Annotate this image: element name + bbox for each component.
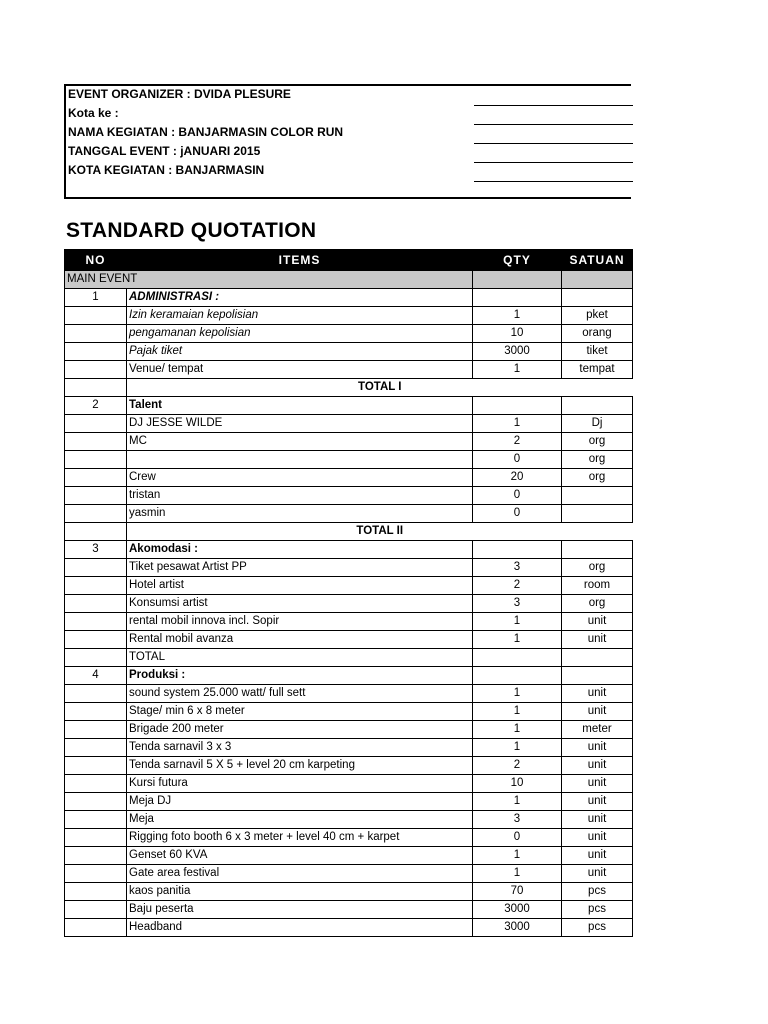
- section-row: [65, 271, 633, 289]
- signature-line: [474, 181, 633, 182]
- table-row: [65, 487, 633, 505]
- table-row: [65, 685, 633, 703]
- item-qty: 1: [473, 361, 562, 379]
- item-qty: 10: [473, 325, 562, 343]
- row-number: [65, 685, 127, 703]
- row-number: [65, 757, 127, 775]
- item-qty: 3: [473, 811, 562, 829]
- item-name: kaos panitia: [127, 883, 473, 901]
- item-name: Akomodasi :: [127, 541, 473, 559]
- item-qty: 3: [473, 559, 562, 577]
- signature-line: [474, 105, 633, 106]
- item-unit: org: [562, 469, 633, 487]
- row-number: [65, 595, 127, 613]
- row-number: [65, 649, 127, 667]
- item-name: Gate area festival: [127, 865, 473, 883]
- signature-line: [474, 162, 633, 163]
- item-qty: [473, 667, 562, 685]
- table-row: [65, 631, 633, 649]
- table-row: [65, 577, 633, 595]
- table-row: [65, 451, 633, 469]
- item-qty: 1: [473, 703, 562, 721]
- item-name: Stage/ min 6 x 8 meter: [127, 703, 473, 721]
- kota-kegiatan-line: KOTA KEGIATAN : BANJARMASIN: [68, 163, 265, 177]
- item-qty: 70: [473, 883, 562, 901]
- table-row: [65, 415, 633, 433]
- item-name: MC: [127, 433, 473, 451]
- item-name: Crew: [127, 469, 473, 487]
- item-name: Talent: [127, 397, 473, 415]
- table-row: [65, 757, 633, 775]
- item-unit: Dj: [562, 415, 633, 433]
- item-name: Izin keramaian kepolisian: [127, 307, 473, 325]
- item-unit: [562, 487, 633, 505]
- row-number: [65, 847, 127, 865]
- item-qty: [473, 397, 562, 415]
- item-name: pengamanan kepolisian: [127, 325, 473, 343]
- tanggal-event-line: TANGGAL EVENT : jANUARI 2015: [68, 144, 261, 158]
- item-unit: unit: [562, 757, 633, 775]
- item-qty: 1: [473, 793, 562, 811]
- item-unit: room: [562, 577, 633, 595]
- item-name: Meja: [127, 811, 473, 829]
- item-unit: [562, 397, 633, 415]
- table-row: [65, 793, 633, 811]
- section-label: MAIN EVENT: [65, 271, 473, 289]
- item-name: yasmin: [127, 505, 473, 523]
- item-qty: 1: [473, 415, 562, 433]
- item-unit: [562, 505, 633, 523]
- page-title: STANDARD QUOTATION: [66, 219, 317, 242]
- table-row: [65, 739, 633, 757]
- item-qty: 0: [473, 505, 562, 523]
- row-number: 4: [65, 667, 127, 685]
- row-number: [65, 775, 127, 793]
- table-row: [65, 361, 633, 379]
- quotation-table: [64, 249, 633, 937]
- column-header-no: NO: [65, 250, 127, 271]
- table-row: [65, 775, 633, 793]
- item-qty: 0: [473, 451, 562, 469]
- item-unit: [562, 541, 633, 559]
- item-qty: 2: [473, 757, 562, 775]
- table-cell: [65, 523, 127, 541]
- row-number: [65, 469, 127, 487]
- item-name: sound system 25.000 watt/ full sett: [127, 685, 473, 703]
- row-number: [65, 433, 127, 451]
- item-qty: 1: [473, 865, 562, 883]
- item-unit: pket: [562, 307, 633, 325]
- item-name: Meja DJ: [127, 793, 473, 811]
- column-header-satuan: SATUAN: [562, 250, 633, 271]
- table-row: [65, 811, 633, 829]
- column-header-qty: QTY: [473, 250, 562, 271]
- row-number: [65, 505, 127, 523]
- nama-kegiatan-line: NAMA KEGIATAN : BANJARMASIN COLOR RUN: [68, 125, 344, 139]
- row-number: [65, 703, 127, 721]
- event-organizer-line: EVENT ORGANIZER : DVIDA PLESURE: [68, 87, 291, 101]
- table-row: [65, 721, 633, 739]
- row-number: [65, 865, 127, 883]
- item-unit: pcs: [562, 901, 633, 919]
- row-number: [65, 883, 127, 901]
- item-name: Kursi futura: [127, 775, 473, 793]
- row-number: 1: [65, 289, 127, 307]
- item-unit: org: [562, 451, 633, 469]
- item-qty: 2: [473, 577, 562, 595]
- item-name: ADMINISTRASI :: [127, 289, 473, 307]
- item-unit: org: [562, 559, 633, 577]
- item-unit: tempat: [562, 361, 633, 379]
- item-unit: meter: [562, 721, 633, 739]
- item-name: tristan: [127, 487, 473, 505]
- item-name: rental mobil innova incl. Sopir: [127, 613, 473, 631]
- event-info-box: [64, 84, 631, 199]
- column-header-items: ITEMS: [127, 250, 473, 271]
- item-name: Konsumsi artist: [127, 595, 473, 613]
- item-qty: 3: [473, 595, 562, 613]
- item-name: Tiket pesawat Artist PP: [127, 559, 473, 577]
- item-name: TOTAL: [127, 649, 473, 667]
- signature-line: [474, 124, 633, 125]
- table-cell: [65, 379, 127, 397]
- item-unit: unit: [562, 847, 633, 865]
- item-unit: pcs: [562, 883, 633, 901]
- table-row: [65, 343, 633, 361]
- item-unit: unit: [562, 829, 633, 847]
- item-name: DJ JESSE WILDE: [127, 415, 473, 433]
- item-qty: 0: [473, 487, 562, 505]
- item-qty: 1: [473, 685, 562, 703]
- table-row: [65, 307, 633, 325]
- row-number: [65, 361, 127, 379]
- item-unit: org: [562, 433, 633, 451]
- total-label: TOTAL II: [127, 523, 633, 541]
- table-row: [65, 919, 633, 937]
- row-number: [65, 559, 127, 577]
- item-name: Produksi :: [127, 667, 473, 685]
- category-row: [65, 541, 633, 559]
- item-name: Tenda sarnavil 5 X 5 + level 20 cm karpeting: [127, 757, 473, 775]
- item-qty: 3000: [473, 343, 562, 361]
- row-number: [65, 919, 127, 937]
- table-row: [65, 559, 633, 577]
- item-unit: org: [562, 595, 633, 613]
- item-qty: 3000: [473, 901, 562, 919]
- table-cell: [473, 271, 562, 289]
- total-row: [65, 379, 633, 397]
- category-row: [65, 289, 633, 307]
- item-qty: 1: [473, 307, 562, 325]
- item-unit: unit: [562, 613, 633, 631]
- item-unit: unit: [562, 703, 633, 721]
- total-label: TOTAL I: [127, 379, 633, 397]
- item-name: Headband: [127, 919, 473, 937]
- item-qty: 20: [473, 469, 562, 487]
- row-number: [65, 721, 127, 739]
- item-name: Genset 60 KVA: [127, 847, 473, 865]
- item-qty: 1: [473, 631, 562, 649]
- item-unit: unit: [562, 685, 633, 703]
- item-name: Hotel artist: [127, 577, 473, 595]
- row-number: 3: [65, 541, 127, 559]
- table-row: [65, 649, 633, 667]
- item-qty: [473, 289, 562, 307]
- item-name: Rigging foto booth 6 x 3 meter + level 40 cm + karpet: [127, 829, 473, 847]
- item-qty: 1: [473, 721, 562, 739]
- item-name: Brigade 200 meter: [127, 721, 473, 739]
- table-row: [65, 469, 633, 487]
- item-name: Tenda sarnavil 3 x 3: [127, 739, 473, 757]
- row-number: [65, 901, 127, 919]
- item-qty: 2: [473, 433, 562, 451]
- item-qty: 3000: [473, 919, 562, 937]
- item-qty: 1: [473, 739, 562, 757]
- item-unit: unit: [562, 631, 633, 649]
- item-unit: unit: [562, 793, 633, 811]
- category-row: [65, 667, 633, 685]
- row-number: [65, 487, 127, 505]
- item-name: Rental mobil avanza: [127, 631, 473, 649]
- table-row: [65, 613, 633, 631]
- item-name: Venue/ tempat: [127, 361, 473, 379]
- item-name: [127, 451, 473, 469]
- item-qty: 1: [473, 847, 562, 865]
- table-header-row: [65, 250, 633, 271]
- item-unit: [562, 289, 633, 307]
- row-number: [65, 811, 127, 829]
- table-cell: [562, 271, 633, 289]
- item-qty: 10: [473, 775, 562, 793]
- table-row: [65, 325, 633, 343]
- category-row: [65, 397, 633, 415]
- table-row: [65, 883, 633, 901]
- item-qty: [473, 541, 562, 559]
- item-unit: unit: [562, 739, 633, 757]
- row-number: [65, 739, 127, 757]
- item-unit: [562, 649, 633, 667]
- table-row: [65, 433, 633, 451]
- item-unit: unit: [562, 865, 633, 883]
- item-qty: 0: [473, 829, 562, 847]
- row-number: 2: [65, 397, 127, 415]
- kota-ke-line: Kota ke :: [68, 106, 119, 120]
- item-qty: 1: [473, 613, 562, 631]
- row-number: [65, 577, 127, 595]
- total-row: [65, 523, 633, 541]
- item-qty: [473, 649, 562, 667]
- table-row: [65, 901, 633, 919]
- table-row: [65, 865, 633, 883]
- item-unit: tiket: [562, 343, 633, 361]
- item-name: Baju peserta: [127, 901, 473, 919]
- table-row: [65, 829, 633, 847]
- row-number: [65, 451, 127, 469]
- row-number: [65, 829, 127, 847]
- item-unit: pcs: [562, 919, 633, 937]
- row-number: [65, 631, 127, 649]
- table-row: [65, 703, 633, 721]
- item-unit: unit: [562, 775, 633, 793]
- table-row: [65, 505, 633, 523]
- item-unit: [562, 667, 633, 685]
- row-number: [65, 613, 127, 631]
- row-number: [65, 343, 127, 361]
- item-name: Pajak tiket: [127, 343, 473, 361]
- row-number: [65, 793, 127, 811]
- item-unit: unit: [562, 811, 633, 829]
- row-number: [65, 415, 127, 433]
- item-unit: orang: [562, 325, 633, 343]
- row-number: [65, 307, 127, 325]
- signature-line: [474, 143, 633, 144]
- table-row: [65, 595, 633, 613]
- row-number: [65, 325, 127, 343]
- table-row: [65, 847, 633, 865]
